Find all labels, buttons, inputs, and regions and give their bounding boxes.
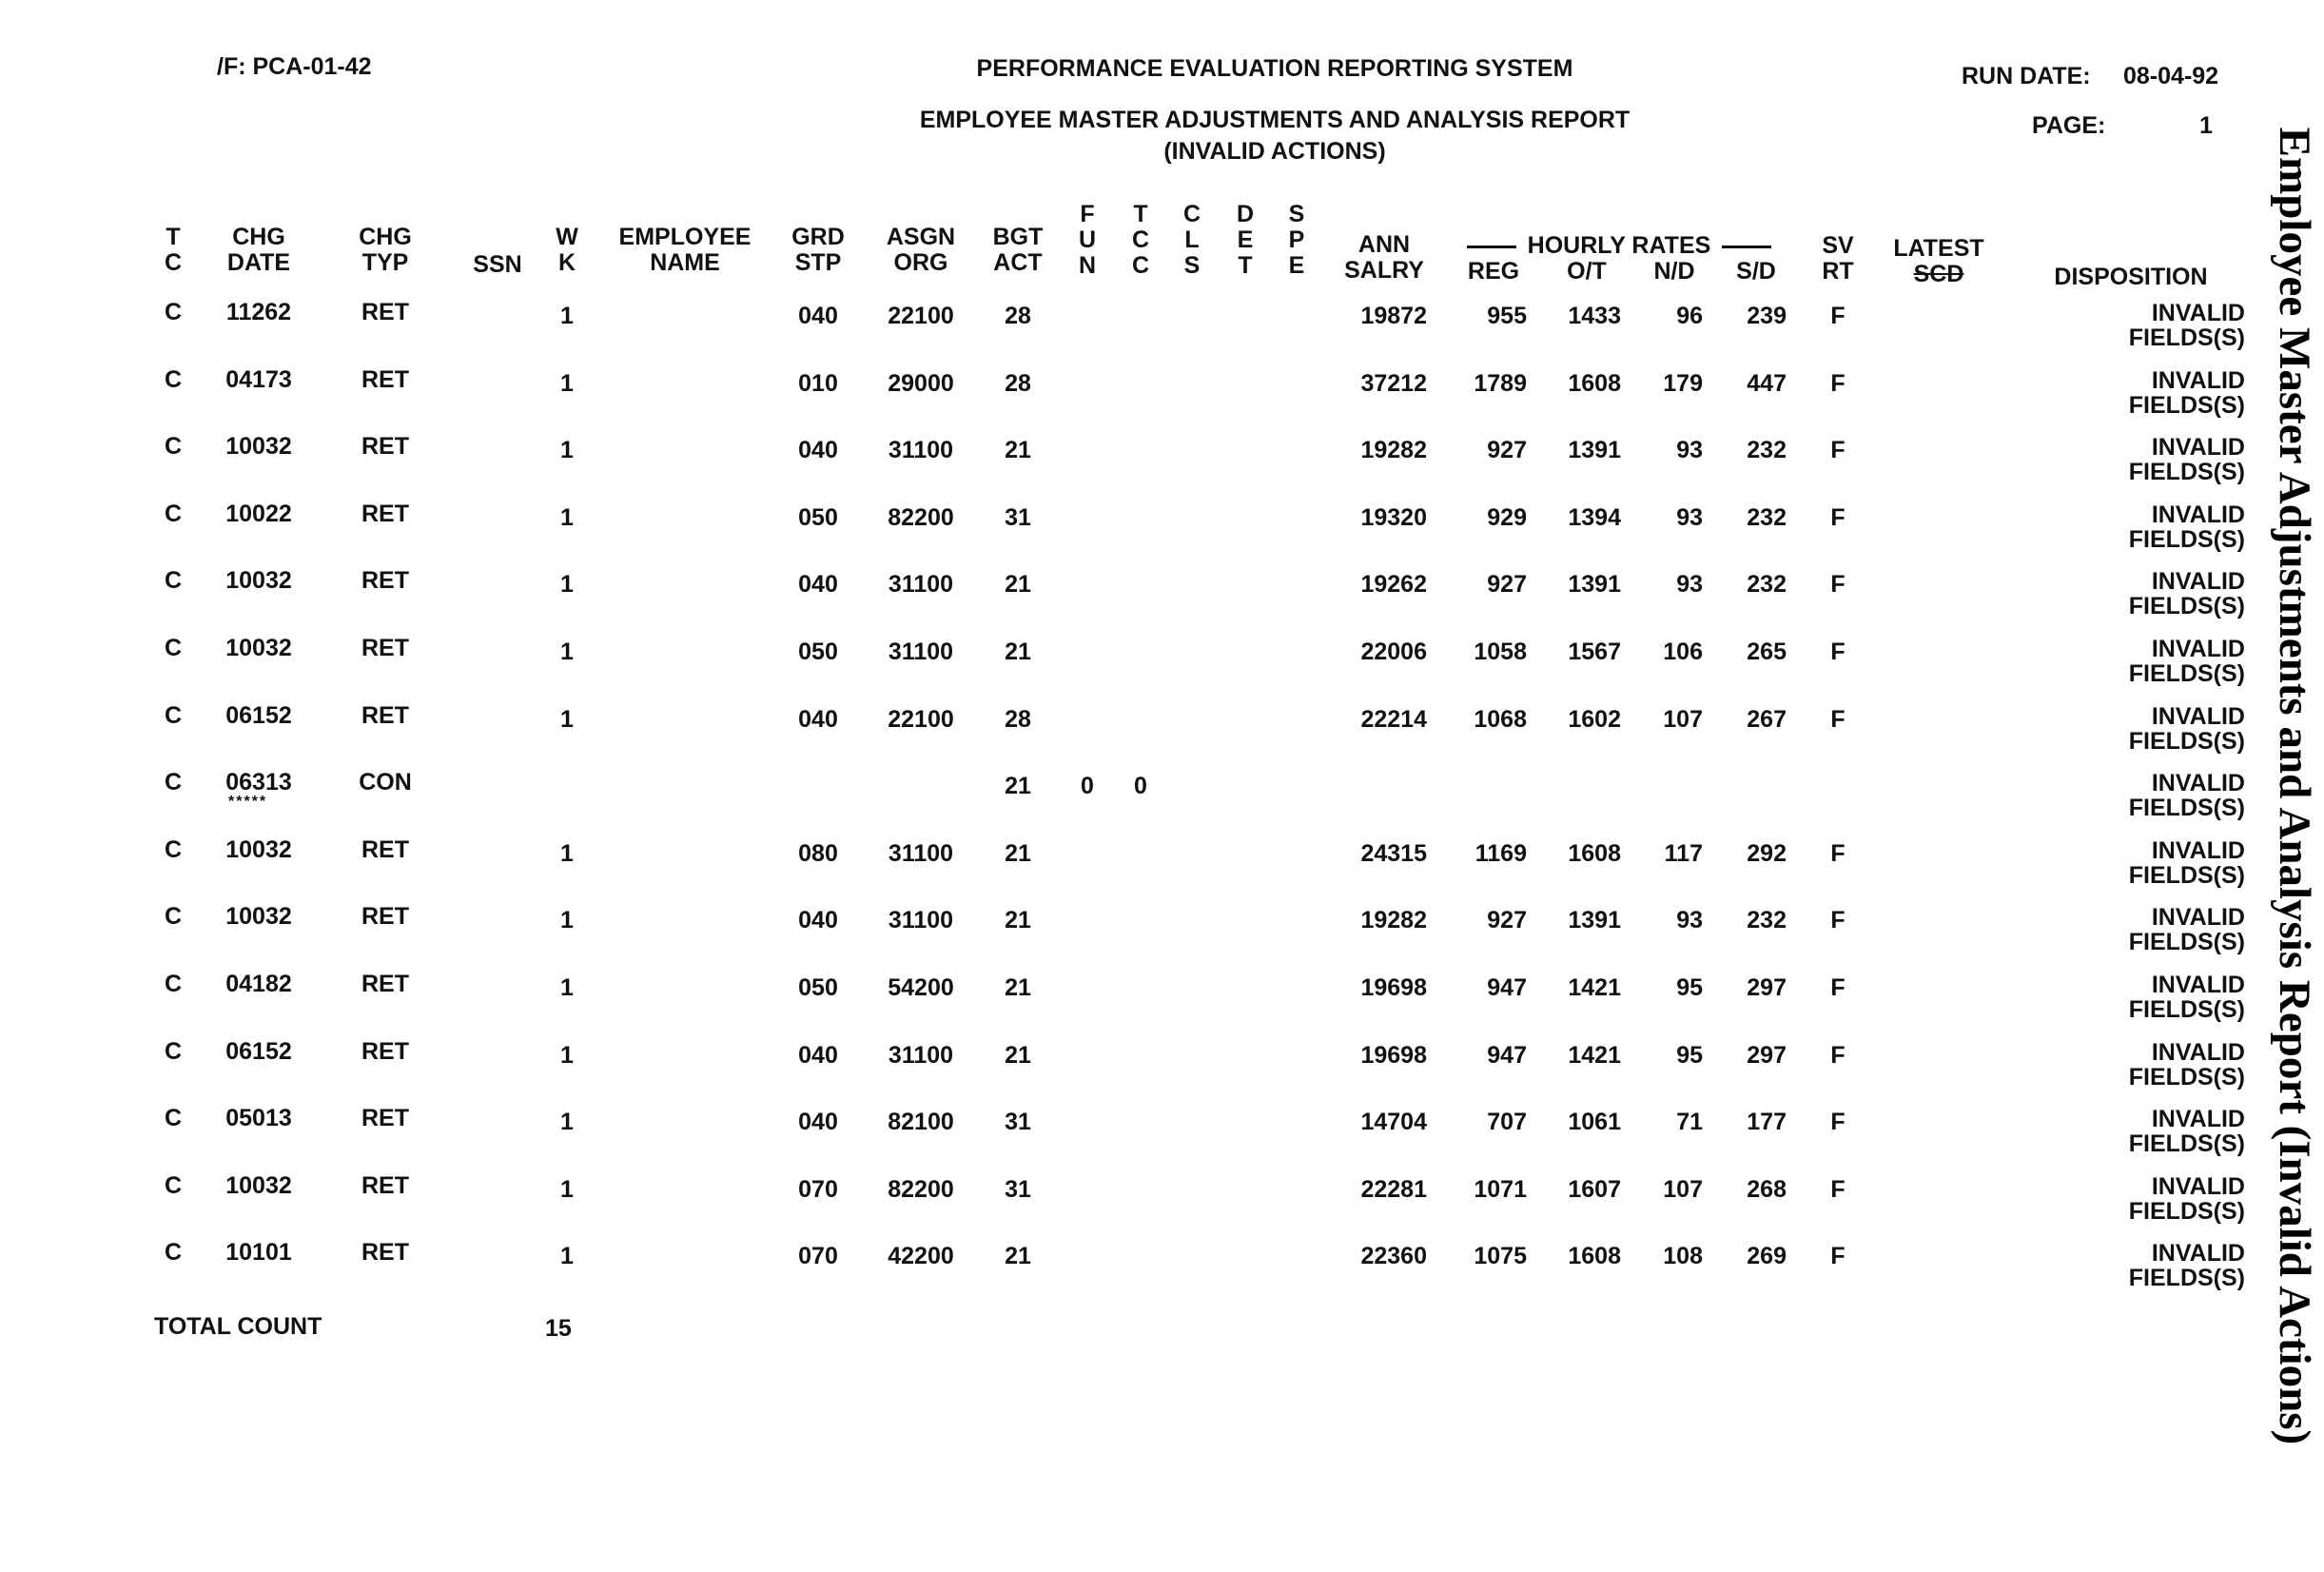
cell-chg-date: 10101 [225, 1239, 292, 1266]
cell-grd-stp: 040 [798, 303, 838, 329]
cell-ann-salry: 37212 [1360, 370, 1427, 397]
cell-ot: 1608 [1568, 840, 1621, 867]
cell-wk: 1 [560, 1243, 574, 1269]
cell-chg-typ: RET [361, 501, 409, 527]
col-wk: W K [556, 224, 578, 276]
cell-grd-stp: 050 [798, 974, 838, 1001]
cell-ann-salry: 24315 [1360, 840, 1427, 867]
cell-chg-date: 10032 [225, 836, 292, 863]
cell-disposition: INVALID FIELDS(S) [2128, 568, 2245, 619]
col-chg-date: CHG DATE [226, 224, 291, 276]
cell-bgt-act: 21 [1005, 1042, 1031, 1069]
cell-chg-typ: RET [361, 433, 409, 460]
cell-chg-date: 04173 [225, 366, 292, 393]
cell-tc: C [164, 971, 183, 997]
col-bgt-act: BGT ACT [992, 224, 1044, 276]
cell-grd-stp: 040 [798, 706, 838, 733]
col-chg-typ: CHG TYP [359, 224, 412, 276]
cell-reg: 707 [1487, 1109, 1527, 1135]
side-caption: Employee Master Adjustments and Analysis Report (Invalid Actions) [2270, 127, 2319, 1445]
cell-fun: 0 [1081, 773, 1094, 799]
cell-disposition: INVALID FIELDS(S) [2128, 1039, 2245, 1091]
cell-sv-rt: F [1830, 1042, 1846, 1069]
col-employee-name: EMPLOYEE NAME [618, 224, 752, 276]
cell-sv-rt: F [1830, 1243, 1846, 1269]
col-fun: F U N [1078, 201, 1097, 279]
col-spe: S P E [1288, 201, 1305, 279]
cell-asgn-org: 29000 [888, 370, 954, 397]
cell-chg-date: 06313 [225, 769, 292, 796]
cell-nd: 96 [1676, 303, 1703, 329]
cell-disposition: INVALID FIELDS(S) [2128, 904, 2245, 955]
cell-ot: 1608 [1568, 370, 1621, 397]
cell-reg: 947 [1487, 1042, 1527, 1069]
page-label: PAGE: [2032, 112, 2106, 139]
cell-chg-date: 05013 [225, 1105, 292, 1131]
cell-ann-salry: 19698 [1360, 974, 1427, 1001]
cell-disposition: INVALID FIELDS(S) [2128, 434, 2245, 485]
cell-ann-salry: 19262 [1360, 571, 1427, 598]
cell-reg: 927 [1487, 571, 1527, 598]
cell-sd: 269 [1747, 1243, 1787, 1269]
cell-chg-date: 06152 [225, 1038, 292, 1065]
cell-grd-stp: 040 [798, 437, 838, 463]
cell-nd: 107 [1663, 1176, 1703, 1203]
error-marker: ***** [228, 794, 268, 810]
col-reg: REG [1467, 258, 1520, 285]
cell-reg: 1068 [1474, 706, 1527, 733]
cell-tc: C [164, 366, 183, 393]
cell-sd: 297 [1747, 1042, 1787, 1069]
cell-ot: 1391 [1568, 571, 1621, 598]
cell-grd-stp: 070 [798, 1243, 838, 1269]
cell-asgn-org: 42200 [888, 1243, 954, 1269]
cell-ann-salry: 19282 [1360, 437, 1427, 463]
cell-ot: 1421 [1568, 1042, 1621, 1069]
cell-tc: C [164, 635, 183, 661]
cell-chg-typ: RET [361, 836, 409, 863]
cell-wk: 1 [560, 1042, 574, 1069]
run-date-value: 08-04-92 [2123, 63, 2219, 89]
cell-chg-typ: RET [361, 567, 409, 594]
cell-bgt-act: 21 [1005, 639, 1031, 665]
col-ssn: SSN [473, 251, 522, 278]
cell-tc: C [164, 299, 183, 325]
cell-chg-typ: RET [361, 1239, 409, 1266]
cell-nd: 93 [1676, 437, 1703, 463]
cell-nd: 95 [1676, 974, 1703, 1001]
cell-grd-stp: 040 [798, 1109, 838, 1135]
cell-reg: 947 [1487, 974, 1527, 1001]
cell-chg-typ: RET [361, 903, 409, 930]
cell-reg: 927 [1487, 437, 1527, 463]
cell-disposition: INVALID FIELDS(S) [2128, 1106, 2245, 1157]
col-sd: S/D [1736, 258, 1776, 285]
cell-disposition: INVALID FIELDS(S) [2128, 703, 2245, 755]
cell-chg-typ: RET [361, 299, 409, 325]
cell-sv-rt: F [1830, 840, 1846, 867]
total-count-value: 15 [545, 1315, 572, 1342]
cell-bgt-act: 28 [1005, 370, 1031, 397]
cell-ann-salry: 19320 [1360, 504, 1427, 531]
cell-wk: 1 [560, 303, 574, 329]
cell-sd: 292 [1747, 840, 1787, 867]
cell-disposition: INVALID FIELDS(S) [2128, 501, 2245, 553]
cell-disposition: INVALID FIELDS(S) [2128, 1240, 2245, 1291]
cell-sd: 239 [1747, 303, 1787, 329]
cell-ann-salry: 22360 [1360, 1243, 1427, 1269]
cell-asgn-org: 22100 [888, 706, 954, 733]
col-tc: T C [164, 224, 183, 276]
cell-tc: C [164, 1239, 183, 1266]
cell-chg-typ: RET [361, 971, 409, 997]
cell-tc: C [164, 903, 183, 930]
cell-grd-stp: 050 [798, 639, 838, 665]
cell-disposition: INVALID FIELDS(S) [2128, 636, 2245, 687]
cell-sv-rt: F [1830, 639, 1846, 665]
cell-nd: 93 [1676, 907, 1703, 933]
cell-ot: 1607 [1568, 1176, 1621, 1203]
cell-bgt-act: 21 [1005, 571, 1031, 598]
cell-bgt-act: 28 [1005, 303, 1031, 329]
cell-disposition: INVALID FIELDS(S) [2128, 1173, 2245, 1225]
report-subtitle: (INVALID ACTIONS) [1163, 138, 1386, 165]
system-title: PERFORMANCE EVALUATION REPORTING SYSTEM [976, 55, 1573, 82]
cell-reg: 1169 [1474, 840, 1527, 867]
cell-nd: 95 [1676, 1042, 1703, 1069]
cell-tc: C [164, 769, 183, 796]
col-nd: N/D [1653, 258, 1695, 285]
cell-ann-salry: 22214 [1360, 706, 1427, 733]
cell-reg: 955 [1487, 303, 1527, 329]
cell-ot: 1421 [1568, 974, 1621, 1001]
cell-asgn-org: 31100 [888, 571, 954, 598]
cell-tc: C [164, 836, 183, 863]
cell-asgn-org: 31100 [888, 840, 954, 867]
cell-tc: C [164, 1172, 183, 1199]
cell-ann-salry: 14704 [1360, 1109, 1427, 1135]
cell-sd: 267 [1747, 706, 1787, 733]
cell-bgt-act: 21 [1005, 907, 1031, 933]
total-count-label: TOTAL COUNT [154, 1313, 322, 1340]
cell-sv-rt: F [1830, 706, 1846, 733]
cell-asgn-org: 82100 [888, 1109, 954, 1135]
cell-chg-date: 10032 [225, 433, 292, 460]
cell-bgt-act: 21 [1005, 1243, 1031, 1269]
cell-chg-typ: RET [361, 702, 409, 729]
cell-asgn-org: 22100 [888, 303, 954, 329]
cell-grd-stp: 040 [798, 1042, 838, 1069]
cell-sd: 232 [1747, 571, 1787, 598]
cell-chg-typ: RET [361, 1105, 409, 1131]
cell-bgt-act: 21 [1005, 974, 1031, 1001]
cell-nd: 93 [1676, 571, 1703, 598]
cell-asgn-org: 31100 [888, 437, 954, 463]
cell-tc: C [164, 567, 183, 594]
cell-chg-typ: RET [361, 1038, 409, 1065]
cell-reg: 929 [1487, 504, 1527, 531]
report-title: EMPLOYEE MASTER ADJUSTMENTS AND ANALYSIS REPORT [919, 107, 1631, 133]
cell-wk: 1 [560, 1176, 574, 1203]
cell-ann-salry: 19872 [1360, 303, 1427, 329]
col-latest-scd: LATEST SCD [1893, 235, 1984, 287]
cell-bgt-act: 31 [1005, 1176, 1031, 1203]
cell-chg-date: 10032 [225, 567, 292, 594]
cell-chg-date: 10032 [225, 1172, 292, 1199]
cell-wk: 1 [560, 1109, 574, 1135]
cell-asgn-org: 31100 [888, 1042, 954, 1069]
cell-asgn-org: 31100 [888, 907, 954, 933]
cell-chg-typ: RET [361, 1172, 409, 1199]
cell-bgt-act: 31 [1005, 504, 1031, 531]
cell-disposition: INVALID FIELDS(S) [2128, 837, 2245, 889]
cell-disposition: INVALID FIELDS(S) [2128, 367, 2245, 419]
cell-sv-rt: F [1830, 303, 1846, 329]
cell-grd-stp: 050 [798, 504, 838, 531]
cell-grd-stp: 070 [798, 1176, 838, 1203]
col-cls: C L S [1182, 201, 1201, 279]
hourly-rates-rule-left [1467, 246, 1516, 248]
col-tcc: T C C [1131, 201, 1150, 279]
cell-wk: 1 [560, 504, 574, 531]
cell-wk: 1 [560, 840, 574, 867]
cell-sd: 232 [1747, 504, 1787, 531]
cell-nd: 106 [1663, 639, 1703, 665]
cell-ot: 1602 [1568, 706, 1621, 733]
cell-sd: 232 [1747, 437, 1787, 463]
cell-ot: 1391 [1568, 907, 1621, 933]
page-number: 1 [2199, 112, 2213, 139]
cell-tc: C [164, 1038, 183, 1065]
cell-tc: C [164, 501, 183, 527]
cell-bgt-act: 31 [1005, 1109, 1031, 1135]
cell-sv-rt: F [1830, 974, 1846, 1001]
cell-bgt-act: 21 [1005, 840, 1031, 867]
cell-reg: 927 [1487, 907, 1527, 933]
cell-nd: 71 [1676, 1109, 1703, 1135]
hourly-rates-rule-right [1722, 246, 1771, 248]
cell-nd: 93 [1676, 504, 1703, 531]
cell-disposition: INVALID FIELDS(S) [2128, 300, 2245, 351]
cell-asgn-org: 82200 [888, 1176, 954, 1203]
cell-nd: 117 [1664, 840, 1703, 867]
cell-ann-salry: 19698 [1360, 1042, 1427, 1069]
col-ann-salry: ANN SALRY [1344, 231, 1424, 284]
cell-tc: C [164, 1105, 183, 1131]
cell-sv-rt: F [1830, 370, 1846, 397]
cell-disposition: INVALID FIELDS(S) [2128, 770, 2245, 821]
form-id: /F: PCA-01-42 [217, 53, 372, 80]
col-hourly-rates: HOURLY RATES [1527, 232, 1711, 259]
cell-grd-stp: 010 [798, 370, 838, 397]
cell-reg: 1789 [1474, 370, 1527, 397]
cell-ann-salry: 22006 [1360, 639, 1427, 665]
cell-sv-rt: F [1830, 437, 1846, 463]
cell-reg: 1058 [1474, 639, 1527, 665]
cell-tcc: 0 [1134, 773, 1147, 799]
col-disposition: DISPOSITION [2054, 264, 2208, 290]
cell-chg-typ: CON [359, 769, 412, 796]
cell-asgn-org: 82200 [888, 504, 954, 531]
cell-wk: 1 [560, 370, 574, 397]
cell-chg-date: 11262 [225, 299, 292, 325]
cell-wk: 1 [560, 571, 574, 598]
cell-ann-salry: 19282 [1360, 907, 1427, 933]
cell-ot: 1394 [1568, 504, 1621, 531]
cell-reg: 1071 [1474, 1176, 1527, 1203]
cell-sv-rt: F [1830, 571, 1846, 598]
cell-wk: 1 [560, 639, 574, 665]
cell-sd: 447 [1747, 370, 1787, 397]
cell-wk: 1 [560, 437, 574, 463]
cell-chg-date: 10032 [225, 903, 292, 930]
col-grd-stp: GRD STP [791, 224, 845, 276]
cell-asgn-org: 31100 [888, 639, 954, 665]
cell-grd-stp: 040 [798, 907, 838, 933]
cell-sd: 297 [1747, 974, 1787, 1001]
cell-chg-typ: RET [361, 366, 409, 393]
col-asgn-org: ASGN ORG [886, 224, 956, 276]
cell-chg-date: 06152 [225, 702, 292, 729]
cell-ot: 1391 [1568, 437, 1621, 463]
cell-sd: 177 [1747, 1109, 1787, 1135]
cell-ot: 1567 [1568, 639, 1621, 665]
cell-chg-date: 04182 [225, 971, 292, 997]
cell-chg-date: 10022 [225, 501, 292, 527]
cell-wk: 1 [560, 907, 574, 933]
cell-wk: 1 [560, 706, 574, 733]
col-sv-rt: SV RT [1822, 232, 1854, 285]
cell-disposition: INVALID FIELDS(S) [2128, 972, 2245, 1023]
cell-chg-typ: RET [361, 635, 409, 661]
cell-ann-salry: 22281 [1360, 1176, 1427, 1203]
cell-nd: 107 [1663, 706, 1703, 733]
cell-tc: C [164, 433, 183, 460]
cell-grd-stp: 040 [798, 571, 838, 598]
cell-grd-stp: 080 [798, 840, 838, 867]
cell-tc: C [164, 702, 183, 729]
cell-nd: 179 [1663, 370, 1703, 397]
cell-sv-rt: F [1830, 1176, 1846, 1203]
cell-reg: 1075 [1474, 1243, 1527, 1269]
cell-chg-date: 10032 [225, 635, 292, 661]
cell-sv-rt: F [1830, 907, 1846, 933]
col-ot: O/T [1567, 258, 1607, 285]
cell-wk: 1 [560, 974, 574, 1001]
cell-ot: 1061 [1568, 1109, 1621, 1135]
cell-nd: 108 [1663, 1243, 1703, 1269]
cell-sd: 265 [1747, 639, 1787, 665]
cell-bgt-act: 28 [1005, 706, 1031, 733]
cell-sv-rt: F [1830, 1109, 1846, 1135]
col-det: D E T [1236, 201, 1255, 279]
cell-bgt-act: 21 [1005, 773, 1031, 799]
cell-bgt-act: 21 [1005, 437, 1031, 463]
cell-ot: 1433 [1568, 303, 1621, 329]
cell-sv-rt: F [1830, 504, 1846, 531]
cell-asgn-org: 54200 [888, 974, 954, 1001]
cell-sd: 232 [1747, 907, 1787, 933]
cell-ot: 1608 [1568, 1243, 1621, 1269]
cell-sd: 268 [1747, 1176, 1787, 1203]
run-date-label: RUN DATE: [1962, 63, 2091, 89]
